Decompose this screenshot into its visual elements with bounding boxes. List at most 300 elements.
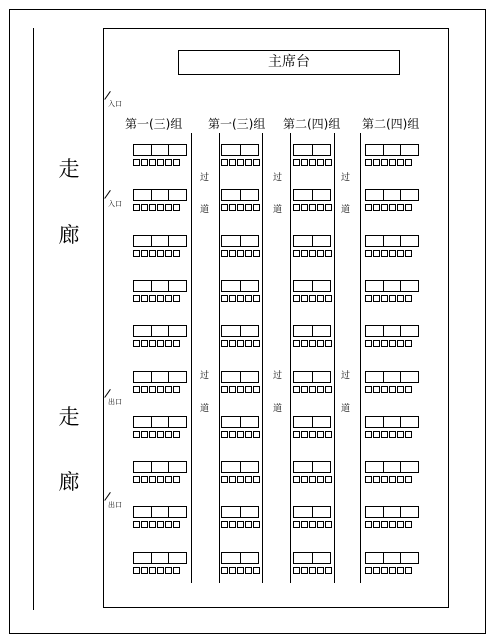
desk (221, 416, 259, 428)
seat (293, 295, 300, 302)
desk (221, 280, 259, 292)
aisle-line (290, 133, 291, 583)
seat (133, 250, 140, 257)
seat (301, 521, 308, 528)
aisle-label: 道 (200, 205, 210, 215)
seat (405, 476, 412, 483)
seat (141, 567, 148, 574)
seat (301, 476, 308, 483)
seat (245, 159, 252, 166)
seat (381, 159, 388, 166)
seat (365, 567, 372, 574)
desk-segment (151, 553, 169, 563)
desk-segment (240, 145, 259, 155)
desk-segment (222, 372, 240, 382)
seat (373, 431, 380, 438)
seat (325, 386, 332, 393)
desk (221, 461, 259, 473)
seat (293, 476, 300, 483)
desk-segment (151, 281, 169, 291)
desk (133, 235, 187, 247)
desk (365, 416, 419, 428)
desk-segment (294, 462, 312, 472)
desk-segment (383, 236, 401, 246)
desk-segment (366, 372, 383, 382)
desk-segment (168, 236, 186, 246)
desk-segment (134, 507, 151, 517)
seat (253, 204, 260, 211)
seat (301, 431, 308, 438)
desk-segment (222, 507, 240, 517)
desk (133, 552, 187, 564)
seat (405, 521, 412, 528)
seat (245, 386, 252, 393)
seat (157, 386, 164, 393)
seat (309, 295, 316, 302)
seat (245, 431, 252, 438)
seat (173, 386, 180, 393)
seat (157, 521, 164, 528)
seat (389, 159, 396, 166)
seat (389, 431, 396, 438)
seat (365, 521, 372, 528)
chair-row (293, 340, 332, 347)
seat (165, 295, 172, 302)
desk-segment (294, 417, 312, 427)
seat (141, 295, 148, 302)
aisle-label: 道 (273, 404, 283, 414)
seat (245, 250, 252, 257)
seat (365, 431, 372, 438)
seat (221, 159, 228, 166)
chair-row (221, 476, 260, 483)
seat (317, 204, 324, 211)
seat (309, 567, 316, 574)
desk-segment (151, 190, 169, 200)
chair-row (293, 431, 332, 438)
desk-segment (366, 145, 383, 155)
desk (133, 144, 187, 156)
desk (293, 144, 331, 156)
seat (373, 250, 380, 257)
seat (397, 567, 404, 574)
seat (309, 204, 316, 211)
seat (237, 567, 244, 574)
desk-segment (383, 417, 401, 427)
seat (317, 567, 324, 574)
seat (221, 250, 228, 257)
seat (149, 567, 156, 574)
seat (221, 386, 228, 393)
seat (309, 386, 316, 393)
seat (173, 431, 180, 438)
seat (157, 340, 164, 347)
desk-segment (134, 145, 151, 155)
seat (237, 476, 244, 483)
desk-segment (366, 326, 383, 336)
desk-segment (400, 372, 418, 382)
desk-segment (294, 281, 312, 291)
chair-row (365, 386, 412, 393)
seat (389, 295, 396, 302)
desk (133, 280, 187, 292)
seat (245, 295, 252, 302)
seat (173, 340, 180, 347)
seat (317, 476, 324, 483)
desk-segment (168, 281, 186, 291)
corridor-label: 走 (58, 405, 80, 429)
seat (365, 340, 372, 347)
seat (325, 521, 332, 528)
chair-row (133, 204, 180, 211)
desk-segment (366, 190, 383, 200)
desk-segment (134, 281, 151, 291)
desk-segment (168, 326, 186, 336)
seat (141, 250, 148, 257)
desk-segment (134, 236, 151, 246)
seat (141, 159, 148, 166)
desk-segment (222, 417, 240, 427)
desk-segment (400, 326, 418, 336)
exit-label: 出口 (108, 398, 122, 406)
seat (397, 340, 404, 347)
seat (149, 340, 156, 347)
chair-row (133, 567, 180, 574)
chair-row (133, 250, 180, 257)
seat (157, 295, 164, 302)
seat (245, 204, 252, 211)
seat (253, 476, 260, 483)
seat (253, 250, 260, 257)
desk-segment (312, 326, 331, 336)
chair-row (293, 250, 332, 257)
seat (293, 521, 300, 528)
chair-row (221, 295, 260, 302)
desk (365, 506, 419, 518)
desk (293, 325, 331, 337)
desk (293, 371, 331, 383)
aisle-label: 过 (341, 173, 351, 183)
stage: 主席台 (178, 50, 400, 75)
desk (133, 189, 187, 201)
seat (317, 521, 324, 528)
seat (373, 386, 380, 393)
seat (381, 340, 388, 347)
desk (133, 325, 187, 337)
desk-segment (294, 372, 312, 382)
desk (221, 144, 259, 156)
seat (365, 204, 372, 211)
chair-row (365, 250, 412, 257)
desk (365, 280, 419, 292)
chair-row (221, 386, 260, 393)
desk (293, 280, 331, 292)
seat (165, 340, 172, 347)
chair-row (221, 431, 260, 438)
seat (373, 295, 380, 302)
seat (397, 159, 404, 166)
corridor-line (33, 28, 34, 610)
seat (389, 567, 396, 574)
seat (325, 204, 332, 211)
seat (237, 431, 244, 438)
chair-row (221, 567, 260, 574)
seat (149, 521, 156, 528)
seat (165, 386, 172, 393)
seat (157, 476, 164, 483)
seat (325, 431, 332, 438)
seat (389, 386, 396, 393)
chair-row (365, 431, 412, 438)
seat (221, 521, 228, 528)
seat (405, 340, 412, 347)
desk-segment (134, 190, 151, 200)
desk-segment (168, 462, 186, 472)
desk-segment (240, 190, 259, 200)
desk (365, 144, 419, 156)
seat (229, 250, 236, 257)
desk-segment (222, 281, 240, 291)
seat (405, 295, 412, 302)
chair-row (293, 295, 332, 302)
exit-label: 出口 (108, 501, 122, 509)
desk-segment (312, 372, 331, 382)
seat (301, 295, 308, 302)
seat (405, 386, 412, 393)
aisle-line (219, 133, 220, 583)
desk-segment (168, 145, 186, 155)
desk-segment (294, 190, 312, 200)
chair-row (133, 159, 180, 166)
seat (141, 431, 148, 438)
seat (405, 431, 412, 438)
chair-row (365, 476, 412, 483)
seat (245, 521, 252, 528)
seat (173, 476, 180, 483)
desk-segment (294, 553, 312, 563)
seat (253, 386, 260, 393)
corridor-label: 廊 (58, 470, 80, 494)
seat (325, 250, 332, 257)
seat (149, 250, 156, 257)
desk-segment (383, 190, 401, 200)
desk (293, 416, 331, 428)
seat (173, 250, 180, 257)
seat (309, 476, 316, 483)
seat (237, 295, 244, 302)
seat (397, 295, 404, 302)
seat (253, 431, 260, 438)
seat (221, 476, 228, 483)
seat (373, 340, 380, 347)
desk-segment (222, 326, 240, 336)
seat (173, 521, 180, 528)
seat (317, 250, 324, 257)
desk-segment (134, 553, 151, 563)
desk (365, 461, 419, 473)
desk-segment (400, 236, 418, 246)
desk-segment (312, 190, 331, 200)
chair-row (133, 476, 180, 483)
desk-segment (366, 236, 383, 246)
desk-segment (366, 462, 383, 472)
seat (397, 386, 404, 393)
seat (301, 567, 308, 574)
seat (133, 386, 140, 393)
desk-segment (222, 462, 240, 472)
seat (309, 250, 316, 257)
chair-row (293, 204, 332, 211)
seat (301, 340, 308, 347)
chair-row (221, 159, 260, 166)
seat (389, 476, 396, 483)
desk-segment (294, 236, 312, 246)
entrance-label: 入口 (108, 100, 122, 108)
desk-segment (400, 190, 418, 200)
desk-segment (151, 236, 169, 246)
chair-row (133, 431, 180, 438)
chair-row (221, 340, 260, 347)
seat (309, 431, 316, 438)
desk-segment (222, 145, 240, 155)
seat (237, 340, 244, 347)
corridor-label: 走 (58, 157, 80, 181)
desk-segment (151, 326, 169, 336)
seat (165, 250, 172, 257)
desk (133, 461, 187, 473)
desk-segment (168, 372, 186, 382)
seat (373, 476, 380, 483)
seat (389, 250, 396, 257)
seat (141, 340, 148, 347)
seat (301, 159, 308, 166)
seat (253, 340, 260, 347)
aisle-label: 道 (200, 404, 210, 414)
seat (293, 340, 300, 347)
desk (221, 235, 259, 247)
seat (373, 521, 380, 528)
seat (365, 250, 372, 257)
group-label: 第二(四)组 (362, 117, 420, 131)
desk-segment (400, 281, 418, 291)
chair-row (365, 295, 412, 302)
desk-segment (168, 417, 186, 427)
aisle-label: 道 (341, 404, 351, 414)
seat (149, 476, 156, 483)
seat (229, 159, 236, 166)
aisle-label: 道 (341, 205, 351, 215)
seat (245, 340, 252, 347)
desk (221, 506, 259, 518)
seat (165, 476, 172, 483)
desk (221, 189, 259, 201)
aisle-label: 过 (273, 371, 283, 381)
chair-row (293, 567, 332, 574)
seat (133, 567, 140, 574)
chair-row (221, 204, 260, 211)
seat (389, 204, 396, 211)
seat (373, 159, 380, 166)
seat (221, 431, 228, 438)
entrance-label: 入口 (108, 200, 122, 208)
desk-segment (168, 190, 186, 200)
seat (381, 431, 388, 438)
seat (133, 521, 140, 528)
chair-row (133, 295, 180, 302)
seat (365, 476, 372, 483)
seat (229, 386, 236, 393)
seat (405, 250, 412, 257)
seat (373, 567, 380, 574)
desk-segment (400, 145, 418, 155)
seat (157, 204, 164, 211)
seat (381, 295, 388, 302)
chair-row (293, 476, 332, 483)
seat (293, 204, 300, 211)
seat (405, 567, 412, 574)
seat (317, 295, 324, 302)
seat (405, 159, 412, 166)
seat (253, 159, 260, 166)
seat (237, 521, 244, 528)
seat (133, 159, 140, 166)
seat (237, 250, 244, 257)
seat (397, 250, 404, 257)
seat (309, 340, 316, 347)
seat (173, 295, 180, 302)
desk-segment (312, 236, 331, 246)
seat (221, 567, 228, 574)
seat (397, 476, 404, 483)
seat (237, 386, 244, 393)
seat (133, 431, 140, 438)
seat (381, 521, 388, 528)
desk-segment (366, 507, 383, 517)
seat (397, 521, 404, 528)
desk-segment (134, 462, 151, 472)
seat (317, 340, 324, 347)
seat (157, 159, 164, 166)
seat (221, 340, 228, 347)
seat (365, 159, 372, 166)
desk-segment (151, 145, 169, 155)
desk-segment (400, 553, 418, 563)
desk-segment (383, 281, 401, 291)
seat (325, 340, 332, 347)
seat (245, 476, 252, 483)
seat (149, 159, 156, 166)
aisle-label: 过 (200, 371, 210, 381)
desk (293, 235, 331, 247)
seat (365, 295, 372, 302)
seat (365, 386, 372, 393)
aisle-line (191, 133, 192, 583)
seat (173, 159, 180, 166)
seat (381, 567, 388, 574)
aisle-line (360, 133, 361, 583)
seat (149, 204, 156, 211)
desk-segment (134, 372, 151, 382)
desk-segment (312, 462, 331, 472)
aisle-line (262, 133, 263, 583)
seat (221, 295, 228, 302)
desk-segment (366, 553, 383, 563)
seat (301, 386, 308, 393)
seat (293, 386, 300, 393)
desk-segment (312, 417, 331, 427)
seat (157, 431, 164, 438)
desk-segment (400, 417, 418, 427)
